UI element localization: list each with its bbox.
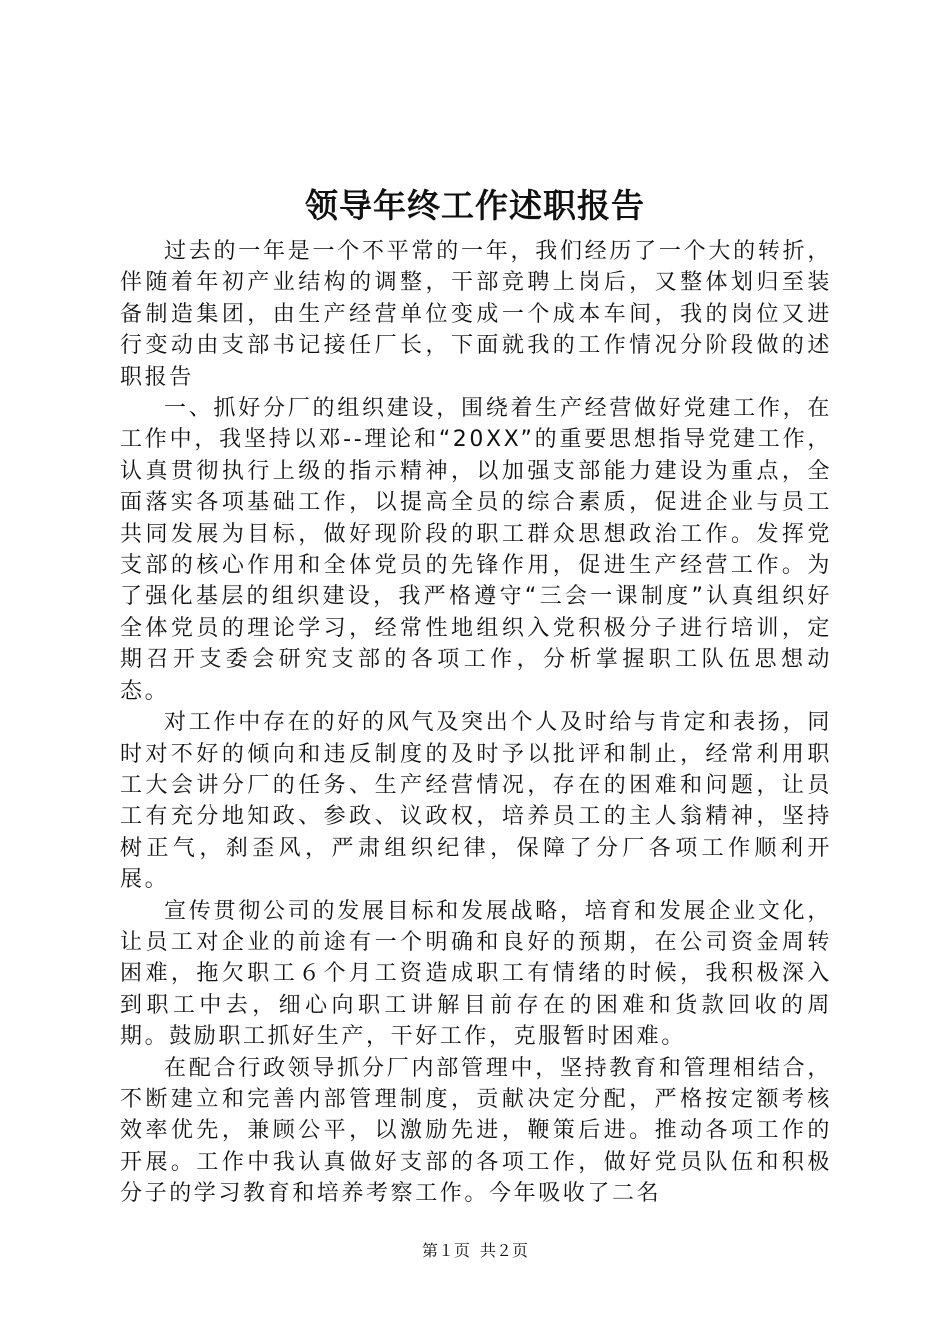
paragraph: 过去的一年是一个不平常的一年，我们经历了一个大的转折，伴随着年初产业结构的调整，干部竞聘上岗后，又整体划归至装备制造集团，由生产经营单位变成一个成本车间，我的岗位又进行变动由支部书记接任厂长，下面就我的工作情况分阶段做的述职报告 — [120, 239, 832, 390]
paragraph: 宣传贯彻公司的发展目标和发展战略，培育和发展企业文化，让员工对企业的前途有一个明确和良好的预期，在公司资金周转困难，拖欠职工６个月工资造成职工有情绪的时候，我积极深入到职工中去，细心向职工讲解目前存在的困难和货款回收的周期。鼓励职工抓好生产，干好工作，克服暂时困难。 — [120, 898, 832, 1050]
page-total: 共２页 — [480, 1243, 529, 1260]
paragraph: 一、抓好分厂的组织建设，围绕着生产经营做好党建工作，在工作中，我坚持以邓--理论和“20XX”的重要思想指导党建工作，认真贯彻执行上级的指示精神，以加强支部能力建设为重点，全面落实各项基础工作，以提高全员的综合素质，促进企业与员工共同发展为目标，做好现阶段的职工群众思想政治工作。发挥党支部的核心作用和全体党员的先锋作用，促进生产经营工作。为了强化基层的组织建设，我严格遵守“三会一课制度”认真组织好全体党员的理论学习，经常性地组织入党积极分子进行培训，定期召开支委会研究支部的各项工作，分析掌握职工队伍思想动态。 — [120, 396, 832, 704]
paragraph: 对工作中存在的好的风气及突出个人及时给与肯定和表扬，同时对不好的倾向和违反制度的及时予以批评和制止，经常利用职工大会讲分厂的任务、生产经营情况，存在的困难和问题，让员工有充分地知政、参政、议政权，培养员工的主人翁精神，坚持树正气，刹歪风，严肃组织纪律，保障了分厂各项工作顺利开展。 — [120, 710, 832, 893]
paragraph: 在配合行政领导抓分厂内部管理中，坚持教育和管理相结合，不断建立和完善内部管理制度，贡献决定分配，严格按定额考核效率优先，兼顾公平，以激励先进，鞭策后进。推动各项工作的开展。工作中我认真做好支部的各项工作，做好党员队伍和积极分子的学习教育和培养考察工作。今年吸收了二名 — [120, 1055, 832, 1207]
page-number: 第１页 — [421, 1243, 470, 1260]
page-footer — [0, 1242, 950, 1262]
document-body — [120, 236, 832, 1210]
document-title: 领导年终工作述职报告 — [305, 186, 645, 225]
